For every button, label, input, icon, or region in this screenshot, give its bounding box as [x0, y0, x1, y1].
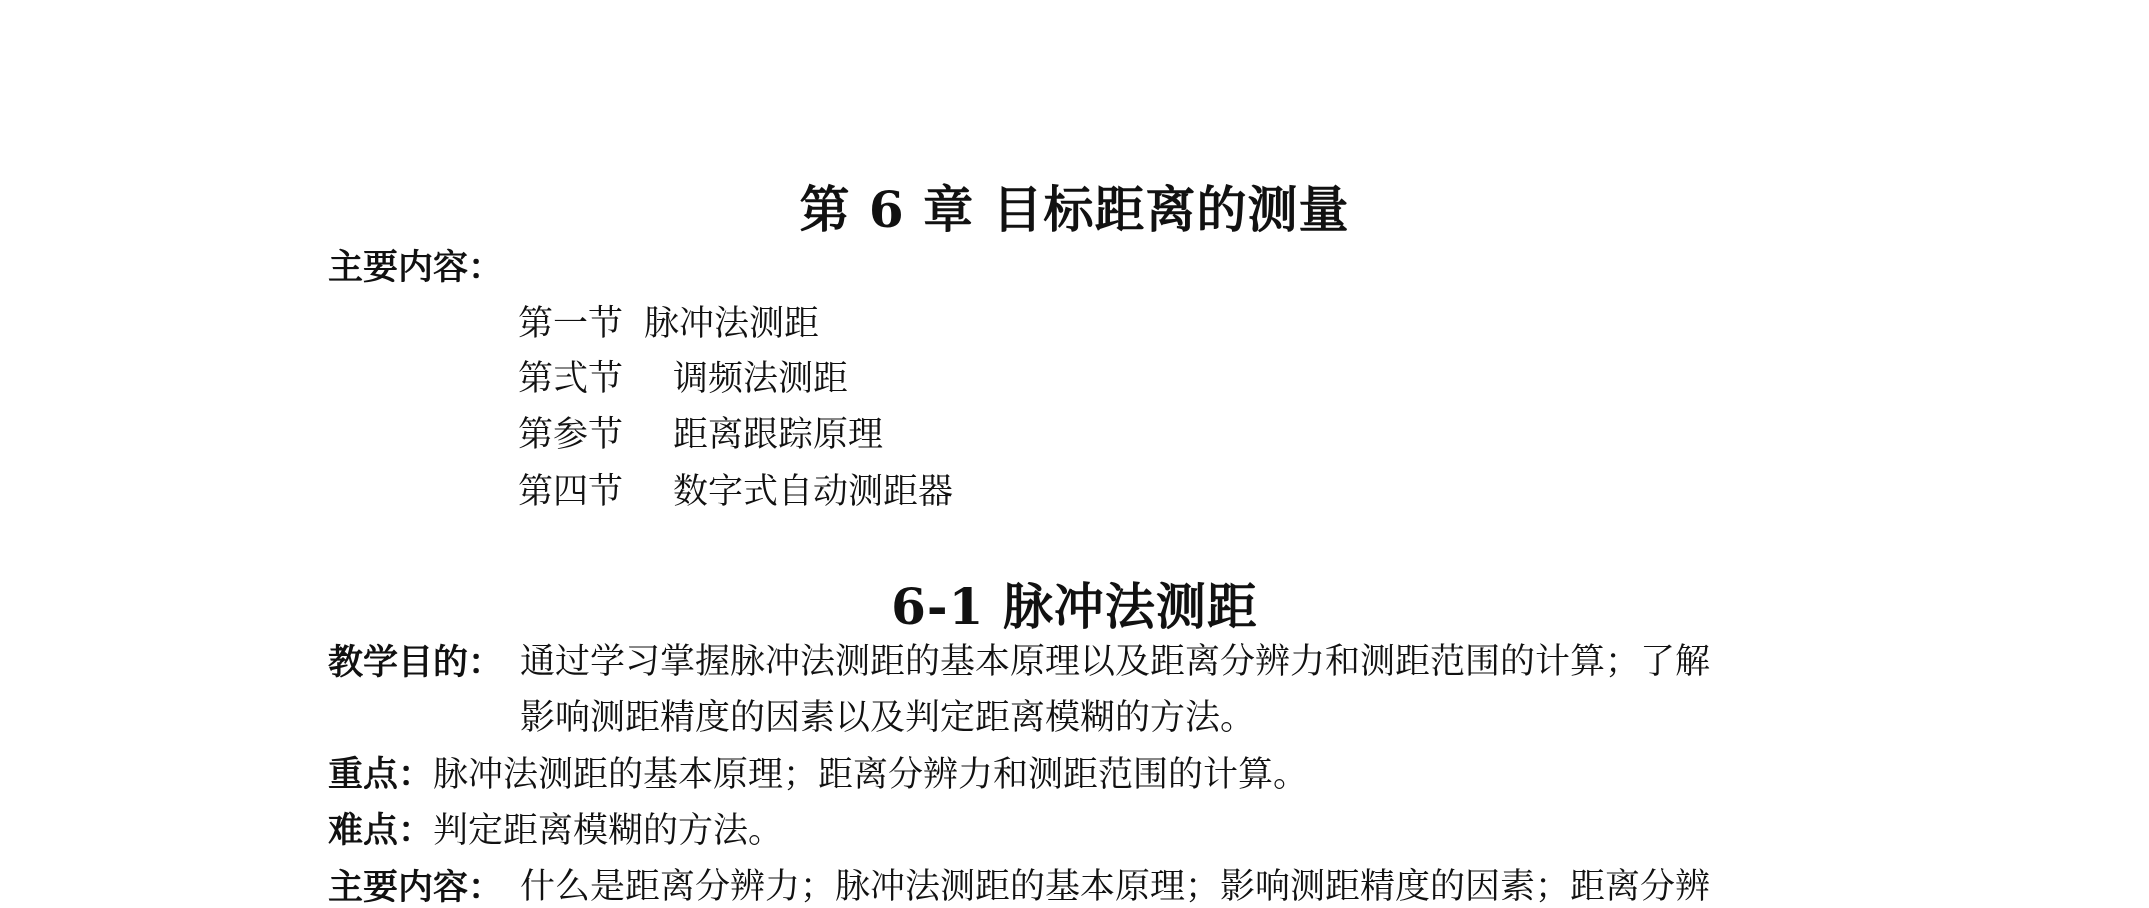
- toc-item-number: 第弍节: [518, 359, 624, 399]
- toc-item-number: 第一节: [518, 304, 624, 344]
- key-point-text: 脉冲法测距的基本原理；距离分辨力和测距范围的计算。: [433, 755, 1309, 795]
- toc-item-title: 数字式自动测距器: [673, 472, 954, 512]
- teaching-goal-label: 教学目的：: [328, 642, 504, 683]
- section-content-label: 主要内容：: [328, 867, 504, 908]
- section-content-text: 什么是距离分辨力；脉冲法测距的基本原理；影响测距精度的因素；距离分辨: [520, 867, 1711, 907]
- difficulty-paragraph: [328, 810, 784, 851]
- toc-item-title: 脉冲法测距: [644, 304, 820, 344]
- toc-item-4: [518, 472, 954, 512]
- teaching-goal-text-line2: 影响测距精度的因素以及判定距离模糊的方法。: [520, 698, 1256, 738]
- section-title: 6-1 脉冲法测距: [891, 577, 1258, 636]
- toc-item-2: [518, 359, 849, 399]
- chapter-title: 第 6 章 目标距离的测量: [799, 180, 1350, 239]
- main-content-label: 主要内容：: [328, 247, 504, 288]
- difficulty-label: 难点：: [328, 810, 434, 851]
- key-point-paragraph: [328, 754, 1309, 795]
- toc-item-number: 第参节: [518, 415, 624, 455]
- key-point-label: 重点：: [328, 754, 434, 795]
- teaching-goal-text-line1: 通过学习掌握脉冲法测距的基本原理以及距离分辨力和测距范围的计算；了解: [520, 642, 1711, 682]
- toc-item-title: 距离跟踪原理: [673, 415, 884, 455]
- toc-item-1: [518, 304, 820, 344]
- toc-item-title: 调频法测距: [673, 359, 849, 399]
- difficulty-text: 判定距离模糊的方法。: [433, 811, 784, 851]
- toc-item-3: [518, 415, 884, 455]
- toc-item-number: 第四节: [518, 472, 624, 512]
